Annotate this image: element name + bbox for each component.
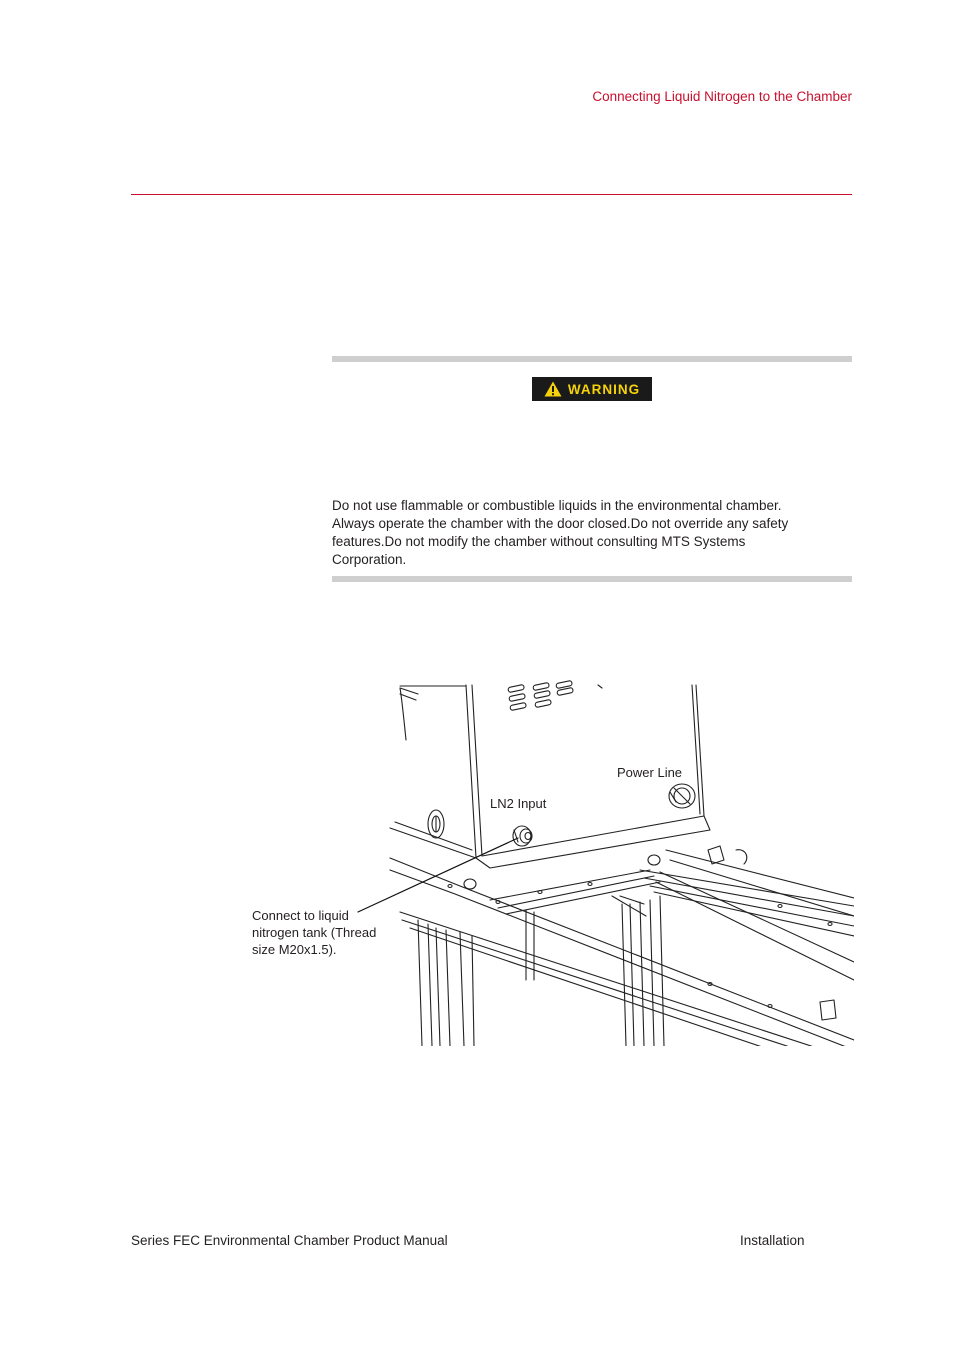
callout-ln2-input: LN2 Input [490, 796, 547, 811]
callout-tank [252, 907, 376, 958]
warning-line: Do not use flammable or combustible liquids in the environmental chamber. [332, 498, 782, 513]
warning-bottom-bar [332, 576, 852, 582]
chamber-drawing [250, 680, 854, 1046]
callout-power-line: Power Line [617, 765, 683, 780]
tank-leader-line [358, 838, 518, 912]
footer-manual-title: Series FEC Environmental Chamber Product Manual [131, 1233, 448, 1248]
warning-line: Corporation. [332, 552, 407, 567]
chamber-figure [250, 680, 854, 1046]
ln2-input-fitting [513, 826, 532, 846]
warning-text [332, 497, 842, 569]
warning-badge [532, 377, 652, 401]
footer-chapter: Installation [740, 1233, 805, 1248]
header-rule [131, 194, 852, 195]
header-section-title: Connecting Liquid Nitrogen to the Chamber [592, 89, 852, 104]
warning-label: WARNING [567, 381, 641, 397]
callout-tank-line: Connect to liquid [252, 908, 349, 923]
frame-rails [390, 846, 854, 1046]
power-line-connector [669, 784, 695, 808]
callout-tank-line: nitrogen tank (Thread [252, 925, 377, 940]
warning-triangle-icon [544, 381, 562, 397]
callout-tank-line: size M20x1.5). [252, 942, 337, 957]
warning-line: Always operate the chamber with the door closed.Do not override any safety [332, 516, 789, 531]
warning-top-bar [332, 356, 852, 362]
warning-line: features.Do not modify the chamber without consulting MTS Systems [332, 534, 746, 549]
